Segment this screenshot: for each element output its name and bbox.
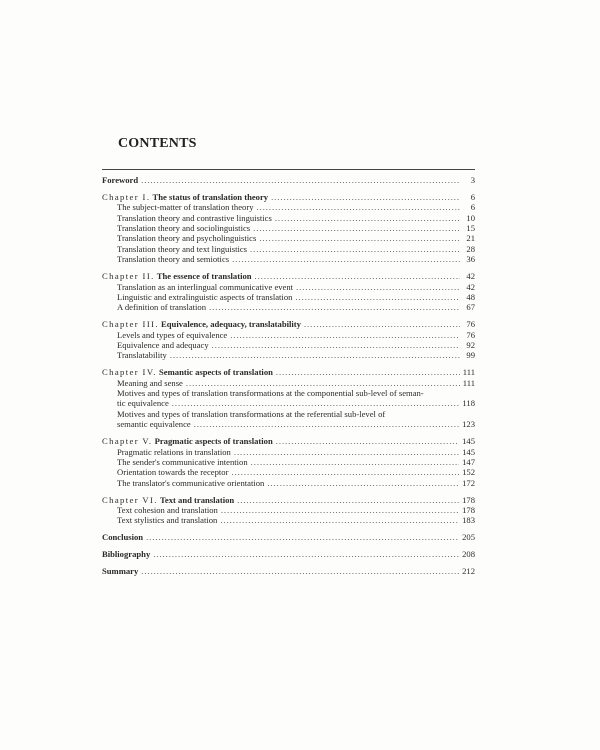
- toc-leader-dots: [230, 330, 460, 340]
- toc-label: The subject-matter of translation theory: [117, 202, 254, 213]
- chapter-prefix: Chapter VI.: [102, 494, 158, 505]
- toc-chapter-5: [102, 436, 475, 488]
- toc-entry: [102, 340, 475, 350]
- toc-label: Foreword: [102, 175, 139, 185]
- toc-label: Equivalence and adequacy: [117, 339, 209, 350]
- toc-page-number: 178: [462, 504, 475, 515]
- toc-label: Text stylistics and translation: [117, 515, 218, 526]
- toc-page-number: 99: [466, 350, 475, 361]
- chapter-title: The status of translation theory: [152, 191, 269, 202]
- toc-entry: [102, 457, 475, 467]
- toc-label: Meaning and sense: [117, 377, 183, 388]
- toc-leader-dots: [186, 378, 460, 388]
- toc-leader-dots: [276, 367, 460, 377]
- toc-label: Orientation towards the receptor: [117, 467, 229, 478]
- toc-entry-summary: [102, 566, 475, 576]
- toc-leader-dots: [267, 478, 459, 488]
- toc-page-number: 21: [466, 233, 475, 244]
- chapter-title: Text and translation: [159, 494, 235, 505]
- toc-page-number: 6: [470, 202, 475, 213]
- toc-leader-dots: [141, 566, 459, 576]
- chapter-prefix: Chapter V.: [102, 436, 153, 447]
- toc-label: Pragmatic relations in translation: [117, 446, 231, 457]
- title-rule: [102, 169, 475, 170]
- toc-chapter-6: [102, 495, 475, 526]
- toc-leader-dots: [255, 271, 460, 281]
- toc-page-number: 3: [470, 175, 475, 185]
- toc-entry: [102, 350, 475, 360]
- toc-entry: [102, 330, 475, 340]
- chapter-prefix: Chapter I.: [102, 191, 151, 202]
- toc-entry-wrapped-end: [102, 398, 475, 408]
- toc-leader-dots: [212, 340, 460, 350]
- toc-leader-dots: [209, 302, 460, 312]
- toc-page-number: 76: [466, 329, 475, 340]
- toc-entry: [102, 233, 475, 243]
- toc-leader-dots: [194, 419, 459, 429]
- toc-leader-dots: [257, 202, 461, 212]
- toc-entry-wrapped-end: [102, 419, 475, 429]
- page-title: CONTENTS: [118, 136, 197, 151]
- chapter-prefix: Chapter III.: [102, 319, 159, 330]
- toc-leader-dots: [153, 549, 459, 559]
- toc-leader-dots: [295, 292, 460, 302]
- toc-leader-dots: [220, 515, 459, 525]
- toc-page-number: 145: [462, 436, 475, 447]
- toc-entry: [102, 515, 475, 525]
- toc-entry: [102, 202, 475, 212]
- toc-leader-dots: [250, 244, 460, 254]
- toc-entry-wrapped: [102, 388, 440, 398]
- toc-entry-wrapped: [102, 409, 440, 419]
- toc-page-number: 76: [466, 319, 475, 330]
- toc-page-number: 183: [462, 515, 475, 526]
- toc-leader-dots: [253, 223, 460, 233]
- toc-page-number: 111: [462, 377, 475, 388]
- toc-entry: [102, 447, 475, 457]
- toc-entry: [102, 292, 475, 302]
- toc-entry-foreword: [102, 175, 475, 185]
- toc-page-number: 205: [462, 532, 475, 543]
- toc-leader-dots: [232, 254, 460, 264]
- toc-page-number: 212: [462, 566, 475, 577]
- toc-page-number: 36: [466, 254, 475, 265]
- toc-page-number: 28: [466, 243, 475, 254]
- toc-entry: [102, 505, 475, 515]
- toc-page-number: 152: [462, 467, 475, 478]
- toc-chapter-3: [102, 319, 475, 361]
- chapter-title: Equivalence, adequacy, translatability: [161, 319, 301, 330]
- toc-label: Translation as an interlingual communicative event: [117, 281, 294, 292]
- toc-chapter-heading: [102, 436, 475, 446]
- toc-entry: [102, 223, 475, 233]
- toc-page-number: 147: [462, 456, 475, 467]
- toc-leader-dots: [231, 467, 459, 477]
- toc-chapter-heading: [102, 367, 475, 377]
- toc-page-number: 42: [466, 281, 475, 292]
- toc-leader-dots: [275, 213, 460, 223]
- toc-page-number: 208: [462, 549, 475, 560]
- toc-entry-bibliography: [102, 549, 475, 559]
- toc-label: The translator's communicative orientation: [117, 477, 265, 488]
- toc-entry: [102, 244, 475, 254]
- chapter-prefix: Chapter IV.: [102, 367, 157, 378]
- toc-leader-dots: [271, 192, 460, 202]
- toc-label: Text cohesion and translation: [117, 504, 218, 515]
- toc-entry: [102, 378, 475, 388]
- toc-label: Summary: [102, 566, 139, 577]
- toc-label: Conclusion: [102, 532, 144, 543]
- toc-page-number: 145: [462, 446, 475, 457]
- toc-leader-dots: [276, 436, 459, 446]
- toc-page-number: 48: [466, 291, 475, 302]
- toc-entry: [102, 478, 475, 488]
- toc-leader-dots: [296, 282, 460, 292]
- toc-chapter-4: [102, 367, 475, 429]
- table-of-contents: [102, 175, 475, 576]
- toc-label: Translation theory and psycholinguistics: [117, 233, 257, 244]
- toc-chapter-1: [102, 192, 475, 265]
- chapter-title: The essence of translation: [156, 271, 252, 282]
- toc-leader-dots: [259, 233, 460, 243]
- toc-chapter-heading: [102, 271, 475, 281]
- toc-label-line2: tic equivalence: [117, 398, 169, 409]
- toc-label: Bibliography: [102, 549, 151, 560]
- toc-leader-dots: [304, 319, 460, 329]
- toc-leader-dots: [234, 447, 459, 457]
- toc-entry: [102, 467, 475, 477]
- toc-chapter-heading: [102, 192, 475, 202]
- toc-page-number: 118: [462, 398, 475, 409]
- toc-page-number: 42: [466, 271, 475, 282]
- toc-page-number: 6: [470, 191, 475, 202]
- toc-page-number: 67: [466, 302, 475, 313]
- toc-page-number: 178: [462, 494, 475, 505]
- toc-entry: [102, 302, 475, 312]
- toc-page-number: 172: [462, 477, 475, 488]
- toc-chapter-heading: [102, 495, 475, 505]
- toc-page-number: 10: [466, 212, 475, 223]
- toc-page-number: 92: [466, 339, 475, 350]
- toc-leader-dots: [251, 457, 459, 467]
- toc-leader-dots: [146, 532, 459, 542]
- toc-entry: [102, 213, 475, 223]
- toc-page-number: 15: [466, 223, 475, 234]
- toc-label: Translatability: [117, 350, 167, 361]
- toc-label-line2: semantic equivalence: [117, 419, 191, 430]
- toc-label: Translation theory and contrastive linguistics: [117, 212, 272, 223]
- toc-label: A definition of translation: [117, 302, 207, 313]
- toc-label: Translation theory and text linguistics: [117, 243, 248, 254]
- toc-label: Levels and types of equivalence: [117, 329, 228, 340]
- toc-page-number: 111: [462, 367, 475, 378]
- toc-leader-dots: [237, 495, 459, 505]
- toc-leader-dots: [141, 175, 460, 185]
- chapter-title: Pragmatic aspects of translation: [154, 436, 273, 447]
- toc-chapter-2: [102, 271, 475, 313]
- toc-entry-conclusion: [102, 532, 475, 542]
- toc-chapter-heading: [102, 319, 475, 329]
- toc-label-line1: Motives and types of translation transformations at the referential sub-level of: [117, 408, 386, 419]
- toc-label: Translation theory and sociolinguistics: [117, 223, 251, 234]
- toc-leader-dots: [172, 398, 460, 408]
- chapter-prefix: Chapter II.: [102, 271, 155, 282]
- toc-page-number: 123: [462, 419, 475, 430]
- chapter-title: Semantic aspects of translation: [159, 367, 273, 378]
- toc-label: Linguistic and extralinguistic aspects of translation: [117, 291, 293, 302]
- toc-label: The sender's communicative intention: [117, 456, 248, 467]
- toc-entry: [102, 282, 475, 292]
- toc-entry: [102, 254, 475, 264]
- toc-label-line1: Motives and types of translation transformations at the componential sub-level of seman-: [117, 388, 424, 399]
- toc-leader-dots: [170, 350, 460, 360]
- toc-label: Translation theory and semiotics: [117, 254, 230, 265]
- toc-leader-dots: [221, 505, 459, 515]
